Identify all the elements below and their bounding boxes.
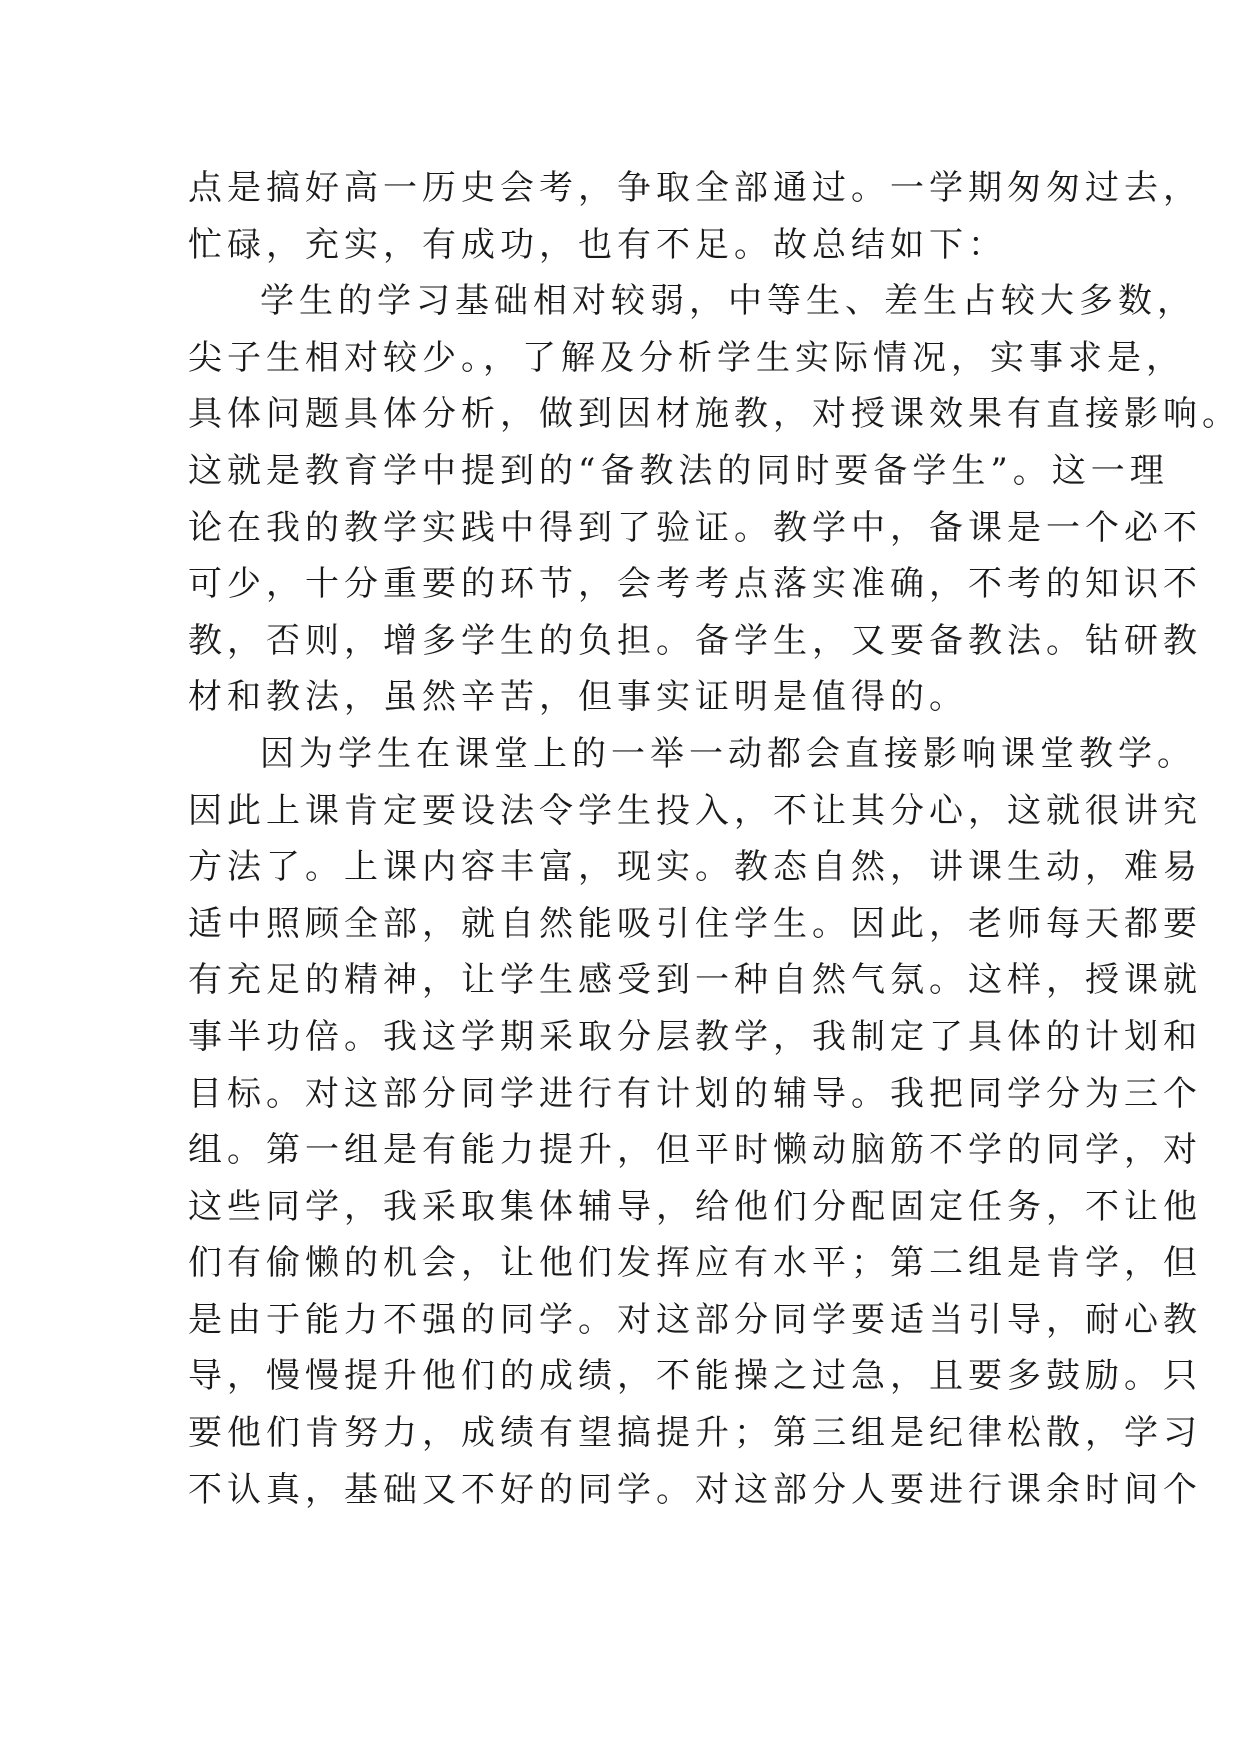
text-line: 适中照顾全部，就自然能吸引住学生。因此，老师每天都要	[188, 903, 1202, 944]
text-line: 忙碌，充实，有成功，也有不足。故总结如下：	[188, 224, 1007, 265]
text-line: 导，慢慢提升他们的成绩，不能操之过急，且要多鼓励。只	[188, 1356, 1202, 1397]
text-line: 是由于能力不强的同学。对这部分同学要适当引导，耐心教	[188, 1299, 1202, 1340]
text-line: 可少，十分重要的环节，会考考点落实准确，不考的知识不	[188, 564, 1202, 605]
text-line: 不认真，基础又不好的同学。对这部分人要进行课余时间个	[188, 1469, 1202, 1510]
text-line: 这些同学，我采取集体辅导，给他们分配固定任务，不让他	[188, 1186, 1202, 1227]
text-line: 要他们肯努力，成绩有望搞提升；第三组是纪律松散，学习	[188, 1413, 1202, 1454]
text-line: 有充足的精神，让学生感受到一种自然气氛。这样，授课就	[188, 960, 1202, 1001]
text-line: 材和教法，虽然辛苦，但事实证明是值得的。	[188, 677, 968, 718]
text-line: 这就是教育学中提到的“备教法的同时要备学生”。这一理	[188, 450, 1169, 491]
text-line: 事半功倍。我这学期采取分层教学，我制定了具体的计划和	[188, 1016, 1202, 1057]
text-line: 组。第一组是有能力提升，但平时懒动脑筋不学的同学，对	[188, 1130, 1202, 1171]
text-line: 尖子生相对较少。，了解及分析学生实际情况，实事求是，	[188, 337, 1185, 378]
text-line: 具体问题具体分析，做到因材施教，对授课效果有直接影响。	[188, 394, 1241, 435]
paragraph-start-line: 因为学生在课堂上的一举一动都会直接影响课堂教学。	[260, 733, 1196, 774]
paragraph-start-line: 学生的学习基础相对较弱，中等生、差生占较大多数，	[260, 281, 1196, 322]
text-line: 教，否则，增多学生的负担。备学生，又要备教法。钻研教	[188, 620, 1202, 661]
text-line: 方法了。上课内容丰富，现实。教态自然，讲课生动，难易	[188, 847, 1202, 888]
text-line: 点是搞好高一历史会考，争取全部通过。一学期匆匆过去，	[188, 168, 1202, 208]
text-line: 论在我的教学实践中得到了验证。教学中，备课是一个必不	[188, 507, 1202, 548]
text-line: 因此上课肯定要设法令学生投入，不让其分心，这就很讲究	[188, 790, 1202, 831]
text-line: 目标。对这部分同学进行有计划的辅导。我把同学分为三个	[188, 1073, 1202, 1114]
text-line: 们有偷懒的机会，让他们发挥应有水平；第二组是肯学，但	[188, 1243, 1202, 1284]
document-body	[188, 160, 1241, 1518]
